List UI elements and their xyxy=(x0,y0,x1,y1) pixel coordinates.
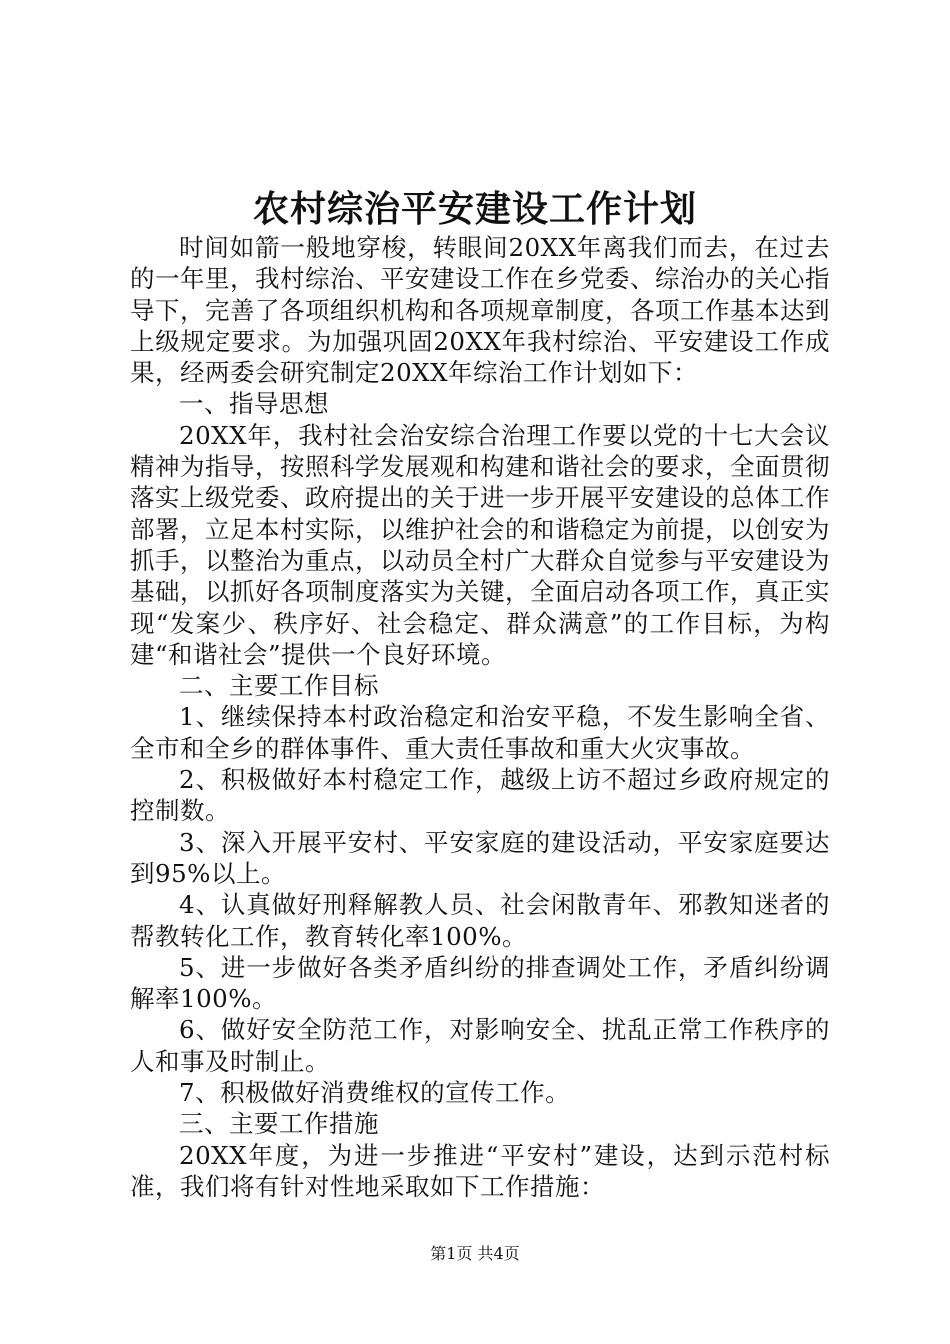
section-heading-main-goals: 二、主要工作目标 xyxy=(179,671,379,701)
measures-paragraph: 20XX年度，为进一步推进“平安村”建设，达到示范村标准，我们将有针对性地采取如下工作措施： xyxy=(130,1140,830,1201)
document-body xyxy=(130,232,830,1202)
goal-item-1: 1、继续保持本村政治稳定和治安平稳，不发生影响全省、全市和全乡的群体事件、重大责任事故和重大火灾事故。 xyxy=(130,702,830,763)
guiding-thought-paragraph: 20XX年，我村社会治安综合治理工作要以党的十七大会议精神为指导，按照科学发展观和构建和谐社会的要求，全面贯彻落实上级党委、政府提出的关于进一步开展平安建设的总体工作部署，立足本村实际，以维护社会的和谐稳定为前提，以创安为抓手，以整治为重点，以动员全村广大群众自觉参与平安建设为基础，以抓好各项制度落实为关键，全面启动各项工作，真正实现“发案少、秩序好、社会稳定、群众满意”的工作目标，为构建“和谐社会”提供一个良好环境。 xyxy=(130,420,830,669)
intro-paragraph: 时间如箭一般地穿梭，转眼间20XX年离我们而去，在过去的一年里，我村综治、平安建设工作在乡党委、综治办的关心指导下，完善了各项组织机构和各项规章制度，各项工作基本达到上级规定要求。为加强巩固20XX年我村综治、平安建设工作成果，经两委会研究制定20XX年综治工作计划如下： xyxy=(130,233,830,388)
document-title: 农村综治平安建设工作计划 xyxy=(252,188,697,230)
section-heading-main-measures: 三、主要工作措施 xyxy=(179,1109,379,1139)
page-number-footer: 第1页 共4页 xyxy=(430,1244,520,1263)
goal-item-5: 5、进一步做好各类矛盾纠纷的排查调处工作，矛盾纠纷调解率100%。 xyxy=(130,952,830,1014)
goal-item-7: 7、积极做好消费维权的宣传工作。 xyxy=(179,1078,571,1108)
goal-item-3: 3、深入开展平安村、平安家庭的建设活动，平安家庭要达到95%以上。 xyxy=(130,827,830,888)
section-heading-guiding-thought: 一、指导思想 xyxy=(179,389,329,419)
goal-item-6: 6、做好安全防范工作，对影响安全、扰乱正常工作秩序的人和事及时制止。 xyxy=(130,1015,830,1076)
goal-item-4: 4、认真做好刑释解教人员、社会闲散青年、邪教知迷者的帮教转化工作，教育转化率100%。 xyxy=(130,890,830,951)
goal-item-2: 2、积极做好本村稳定工作，越级上访不超过乡政府规定的控制数。 xyxy=(130,765,830,826)
